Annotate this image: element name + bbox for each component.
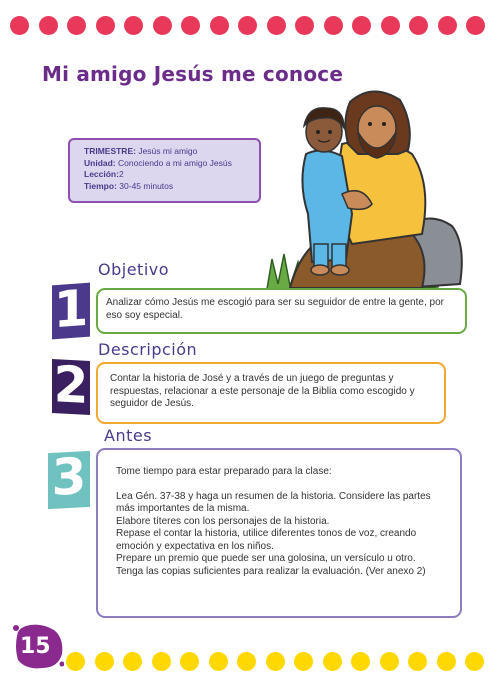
tiempo-value: 30-45 minutos: [119, 180, 174, 191]
decorative-dot: [66, 652, 85, 671]
decorative-dot: [438, 16, 457, 35]
top-decorative-dots: [0, 16, 499, 42]
decorative-dot: [237, 652, 256, 671]
decorative-dot: [466, 16, 485, 35]
decorative-dot: [124, 16, 143, 35]
unidad-line: [84, 158, 259, 170]
objetivo-text: Analizar cómo Jesús me escogió para ser su seguidor de entre la gente, por eso soy especial.: [106, 297, 444, 321]
decorative-dot: [209, 652, 228, 671]
decorative-dot: [153, 16, 172, 35]
bottom-decorative-dots: [0, 652, 499, 678]
antes-intro: Tome tiempo para estar preparado para la clase:: [116, 466, 332, 477]
leccion-value: 2: [118, 169, 124, 179]
antes-heading: Antes: [104, 426, 153, 445]
trimestre-line: [84, 146, 259, 158]
objetivo-heading: Objetivo: [98, 260, 170, 279]
tiempo-label: Tiempo:: [84, 180, 117, 191]
unidad-value: Conociendo a mi amigo Jesús: [118, 157, 232, 168]
page-title: Mi amigo Jesús me conoce: [42, 62, 344, 86]
antes-item: Tenga las copias suficientes para realizar la evaluación. (Ver anexo 2): [116, 565, 426, 577]
decorative-dot: [351, 652, 370, 671]
objetivo-box: [96, 288, 467, 334]
lesson-info-box: [68, 138, 261, 203]
antes-box: [96, 448, 462, 618]
leccion-label: Lección:: [84, 169, 119, 179]
decorative-dot: [96, 16, 115, 35]
decorative-dot: [408, 652, 427, 671]
decorative-dot: [380, 652, 399, 671]
decorative-dot: [294, 652, 313, 671]
decorative-dot: [267, 16, 286, 35]
decorative-dot: [352, 16, 371, 35]
decorative-dot: [465, 652, 484, 671]
decorative-dot: [295, 16, 314, 35]
antes-item: Lea Gén. 37-38 y haga un resumen de la historia. Considere las partes más importantes de la misma.: [116, 490, 431, 514]
decorative-dot: [324, 16, 343, 35]
unidad-label: Unidad:: [84, 157, 116, 168]
page-number: 15: [20, 634, 51, 659]
decorative-dot: [381, 16, 400, 35]
descripcion-heading: Descripción: [98, 340, 198, 359]
decorative-dot: [180, 652, 199, 671]
decorative-dot: [123, 652, 142, 671]
decorative-dot: [39, 16, 58, 35]
antes-item: Elabore títeres con los personajes de la historia.: [116, 515, 330, 527]
trimestre-label: TRIMESTRE:: [84, 146, 136, 156]
decorative-dot: [210, 16, 229, 35]
decorative-dot: [266, 652, 285, 671]
tiempo-line: [84, 181, 259, 193]
decorative-dot: [181, 16, 200, 35]
antes-item: Repase el contar la historia, utilice diferentes tonos de voz, creando emoción y expectativa en los niños.: [116, 528, 417, 552]
decorative-dot: [10, 16, 29, 35]
decorative-dot: [437, 652, 456, 671]
decorative-dot: [95, 652, 114, 671]
decorative-dot: [409, 16, 428, 35]
jesus-with-child-illustration: [262, 84, 470, 292]
trimestre-value: Jesús mi amigo: [138, 146, 198, 156]
descripcion-box: [96, 362, 446, 424]
page-number-badge: [12, 624, 64, 670]
decorative-dot: [67, 16, 86, 35]
leccion-line: [84, 169, 259, 181]
descripcion-text: Contar la historia de José y a través de un juego de preguntas y respuestas, relacionar a este personaje de la Biblia como escogido y seguidor de Jesús.: [110, 373, 415, 409]
section-number-3: 3: [48, 451, 90, 509]
section-number-1: 1: [53, 278, 89, 340]
decorative-dot: [323, 652, 342, 671]
decorative-dot: [238, 16, 257, 35]
section-number-2: 2: [53, 355, 89, 415]
decorative-dot: [152, 652, 171, 671]
antes-item: Prepare un premio que puede ser una golosina, un versículo u otro.: [116, 553, 416, 564]
